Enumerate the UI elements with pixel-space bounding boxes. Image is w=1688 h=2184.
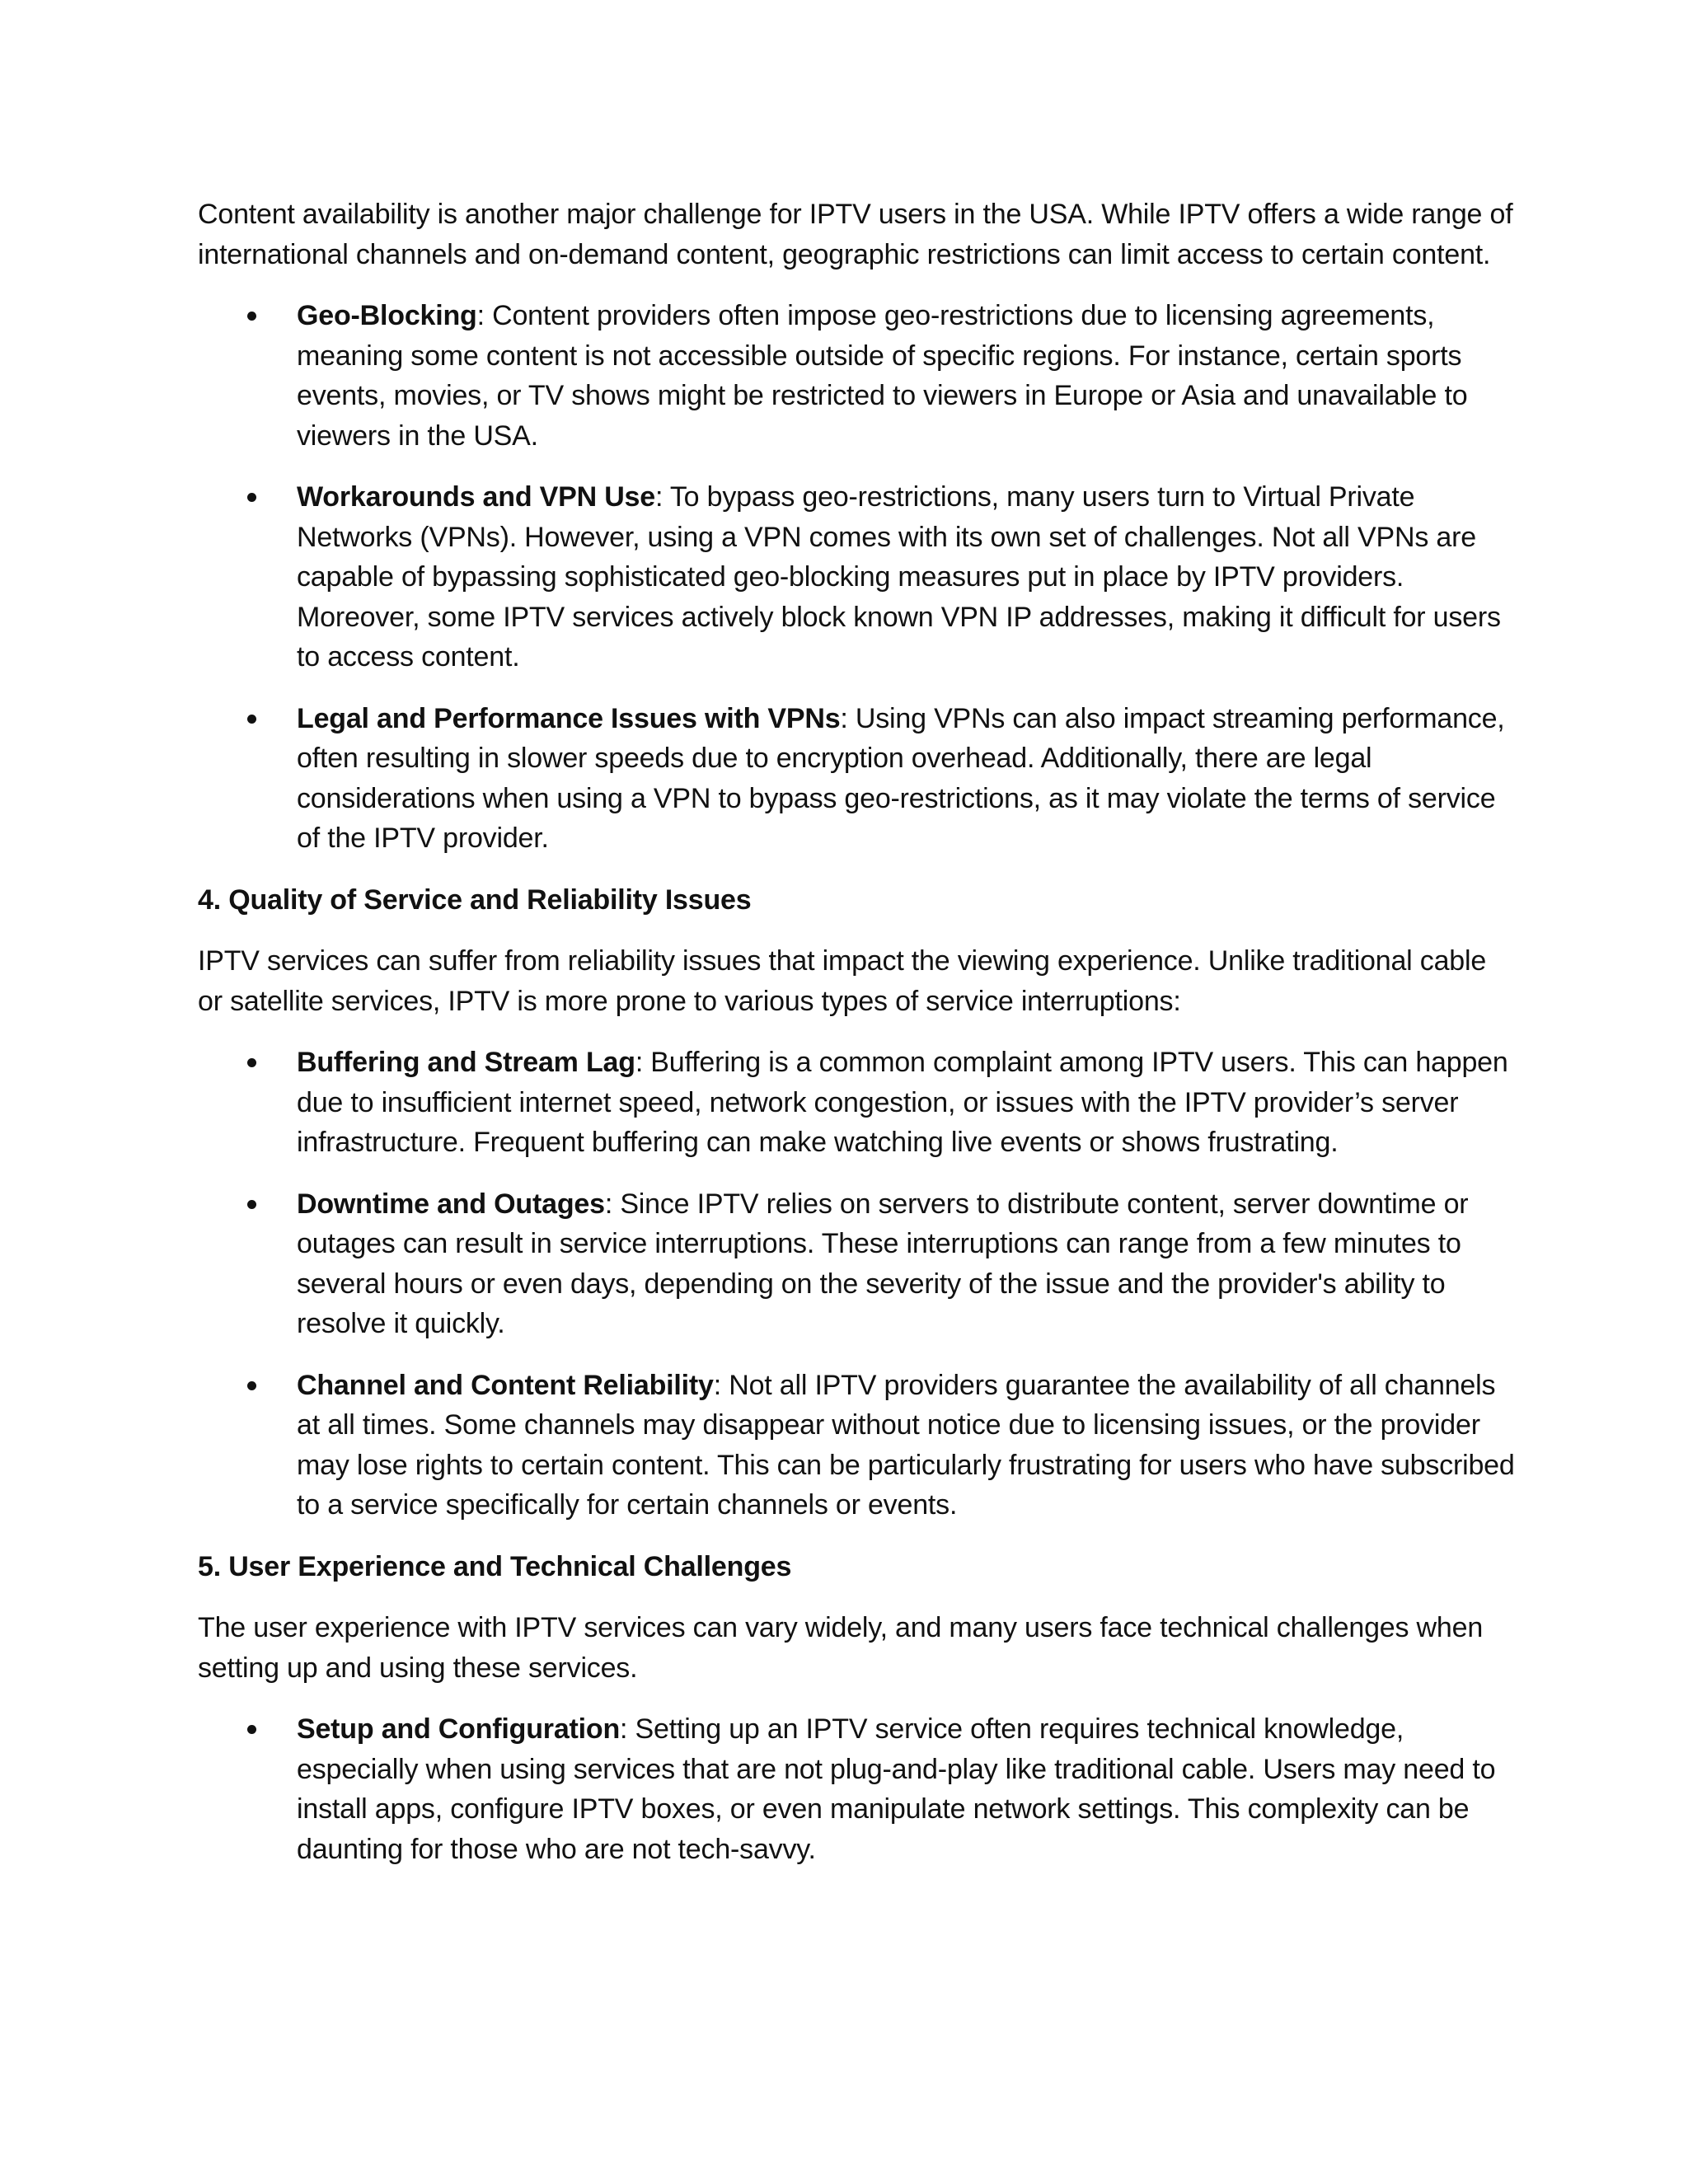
list-item-setup bbox=[198, 1709, 1517, 1869]
list-item-vpn-use bbox=[198, 477, 1517, 677]
bullet-term: Setup and Configuration bbox=[297, 1713, 621, 1745]
bullet-term: Channel and Content Reliability bbox=[297, 1369, 714, 1401]
geo-restriction-list bbox=[198, 296, 1517, 859]
section-heading-quality: 4. Quality of Service and Reliability Issues bbox=[198, 883, 752, 916]
reliability-list bbox=[198, 1043, 1517, 1526]
list-item-downtime bbox=[198, 1184, 1517, 1344]
bullet-text: : Content providers often impose geo-restrictions due to licensing agreements, meaning some content is not accessible outside of specific regions. For instance, certain sports events, movies, or TV shows might be restricted to viewers in Europe or Asia and unavailable to viewers in the USA. bbox=[297, 300, 1468, 452]
bullet-text: : To bypass geo-restrictions, many users turn to Virtual Private Networks (VPNs). However, using a VPN comes with its own set of challenges. Not all VPNs are capable of bypassing sophisticated geo-blocking measures put in place by IPTV providers. Moreover, some IPTV services actively block known VPN IP addresses, making it difficult for users to access content. bbox=[297, 481, 1501, 673]
list-item-geo-blocking bbox=[198, 296, 1517, 456]
section-intro-quality: IPTV services can suffer from reliability issues that impact the viewing experience. Unlike traditional cable or satellite services, IPTV is more prone to various types of service interruptions: bbox=[198, 945, 1487, 1017]
bullet-term: Downtime and Outages bbox=[297, 1188, 605, 1220]
bullet-term: Legal and Performance Issues with VPNs bbox=[297, 702, 841, 734]
intro-paragraph: Content availability is another major challenge for IPTV users in the USA. While IPTV offers a wide range of international channels and on-demand content, geographic restrictions can limit access to certain content. bbox=[198, 199, 1513, 270]
bullet-icon bbox=[247, 493, 256, 502]
bullet-term: Geo-Blocking bbox=[297, 300, 477, 331]
bullet-text: : Setting up an IPTV service often requires technical knowledge, especially when using services that are not plug-and-play like traditional cable. Users may need to install apps, configure IPTV boxes, or even manipulate network settings. This complexity can be daunting for those who are not tech-savvy. bbox=[297, 1713, 1496, 1865]
bullet-icon bbox=[247, 1058, 256, 1067]
list-item-channel-reliability bbox=[198, 1366, 1517, 1526]
bullet-icon bbox=[247, 715, 256, 724]
bullet-text: : Using VPNs can also impact streaming performance, often resulting in slower speeds due to encryption overhead. Additionally, there are legal considerations when using a VPN to bypass geo-restrictions, as it may violate the terms of service of the IPTV provider. bbox=[297, 702, 1505, 854]
bullet-term: Workarounds and VPN Use bbox=[297, 481, 655, 513]
technical-challenges-list bbox=[198, 1709, 1517, 1869]
list-item-vpn-issues bbox=[198, 699, 1517, 859]
bullet-text: : Buffering is a common complaint among IPTV users. This can happen due to insufficient internet speed, network congestion, or issues with the IPTV provider’s server infrastructure. Frequent buffering can make watching live events or shows frustrating. bbox=[297, 1047, 1508, 1158]
bullet-text: : Not all IPTV providers guarantee the availability of all channels at all times. Some channels may disappear without notice due to licensing issues, or the provider may lose rights to certain content. This can be particularly frustrating for users who have subscribed to a service specifically for certain channels or events. bbox=[297, 1369, 1515, 1521]
bullet-icon bbox=[247, 312, 256, 321]
bullet-icon bbox=[247, 1725, 256, 1734]
bullet-icon bbox=[247, 1381, 256, 1390]
document-page bbox=[198, 194, 1517, 1891]
list-item-buffering bbox=[198, 1043, 1517, 1163]
bullet-icon bbox=[247, 1200, 256, 1209]
bullet-text: : Since IPTV relies on servers to distribute content, server downtime or outages can result in service interruptions. These interruptions can range from a few minutes to several hours or even days, depending on the severity of the issue and the provider's ability to resolve it quickly. bbox=[297, 1188, 1469, 1339]
section-heading-user-experience: 5. User Experience and Technical Challenges bbox=[198, 1550, 792, 1582]
bullet-term: Buffering and Stream Lag bbox=[297, 1047, 635, 1078]
section-intro-user-experience: The user experience with IPTV services can vary widely, and many users face technical challenges when setting up and using these services. bbox=[198, 1612, 1484, 1684]
